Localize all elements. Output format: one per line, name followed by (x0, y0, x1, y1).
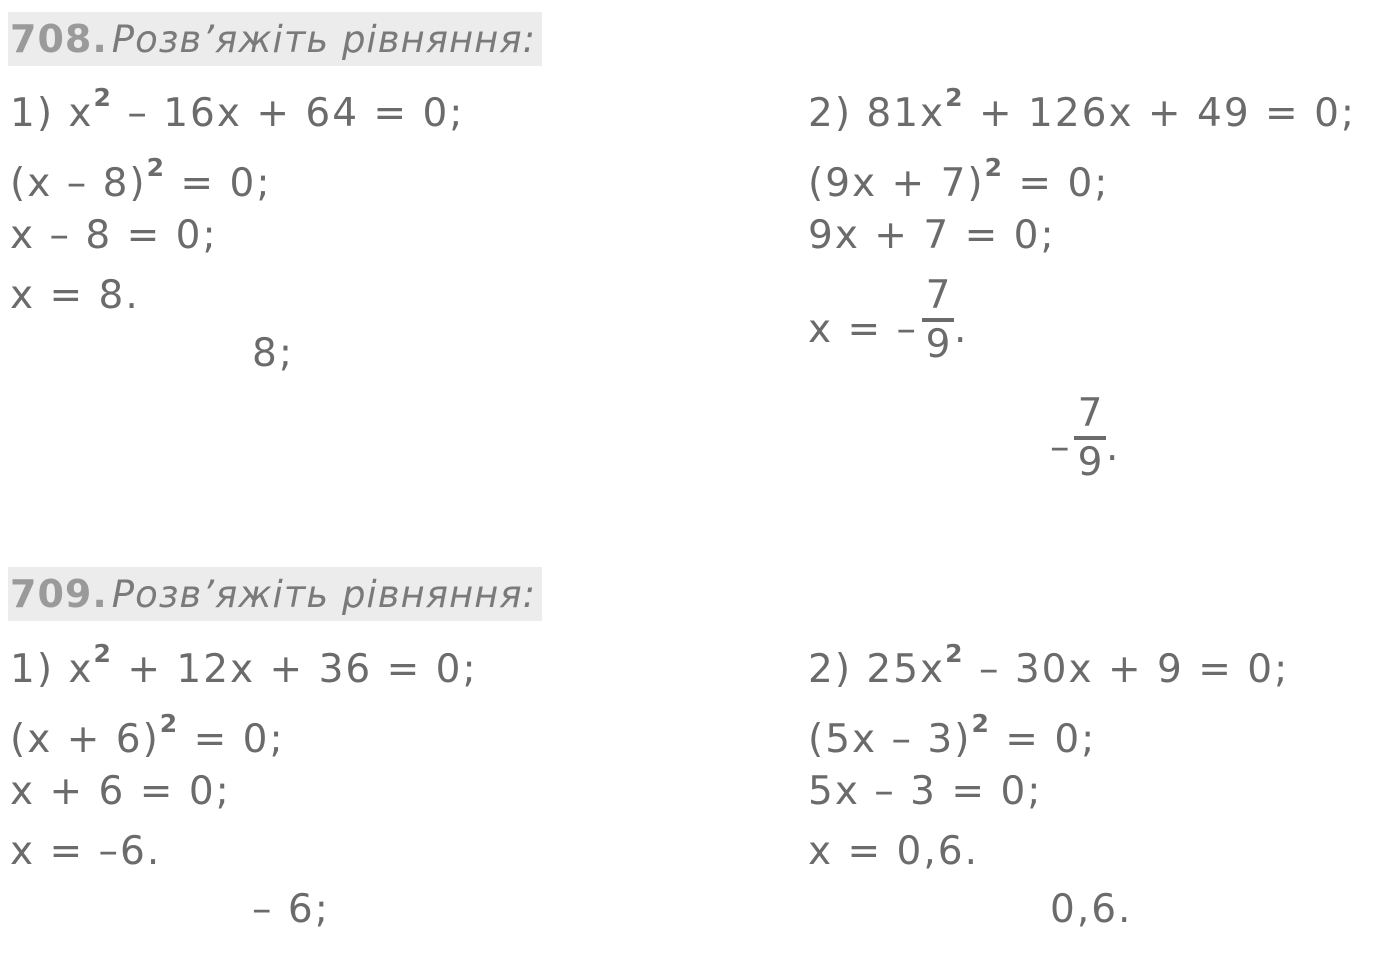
step-709-1-linear: x + 6 = 0; (10, 769, 231, 814)
problem-708-header (8, 12, 542, 66)
step-708-2-linear: 9x + 7 = 0; (808, 213, 1056, 258)
step-709-2-square: (5x – 3)$^2$ = 0; (808, 709, 1097, 762)
step-708-1-root: x = 8. (10, 273, 140, 318)
step-708-1-square: (x – 8)$^2$ = 0; (10, 153, 272, 206)
answer-708-2-fraction (1074, 391, 1106, 485)
problem-number: 709. (10, 572, 108, 616)
problem-709-header (8, 567, 542, 621)
answer-708-2-prefix: – (1050, 425, 1072, 470)
step-709-1-square: $(x + 6)^2 = 0$; (10, 709, 285, 762)
answer-708-1: 8; (252, 331, 294, 376)
step-708-2-square: $(9x + 7)^2 = 0$; (808, 153, 1110, 206)
equation-709-1: 1) $x^2 + 12x + 36 = 0$; (10, 639, 478, 692)
equation-709-2: 2) $25x^2 - 30x + 9 = 0$; (808, 639, 1290, 692)
answer-709-1: – 6; (252, 887, 330, 932)
step-708-2-root-prefix: x = – (808, 307, 919, 352)
fraction-708-2 (922, 273, 954, 367)
problem-title: Розв’яжіть рівняння: (111, 572, 537, 616)
step-709-1-root: x = –6. (10, 829, 162, 874)
problem-number: 708. (10, 17, 108, 61)
step-709-2-linear: 5x – 3 = 0; (808, 769, 1043, 814)
step-708-1-linear: x – 8 = 0; (10, 213, 218, 258)
problem-title: Розв’яжіть рівняння: (111, 17, 537, 61)
fraction-numerator: 7 (925, 273, 951, 318)
answer-708-2-suffix: . (1106, 425, 1121, 470)
answer-709-2: 0,6. (1050, 887, 1133, 932)
step-709-2-root: x = 0,6. (808, 829, 979, 874)
equation-708-1: 1) $x^2 - 16x + 64 = 0$; (10, 83, 465, 136)
fraction-numerator: 7 (1077, 391, 1103, 436)
equation-708-2: 2) $81x^2 + 126x + 49 = 0$; (808, 83, 1357, 136)
step-708-2-root-suffix: . (954, 307, 969, 352)
fraction-denominator: 9 (925, 322, 951, 367)
fraction-denominator: 9 (1077, 440, 1103, 485)
